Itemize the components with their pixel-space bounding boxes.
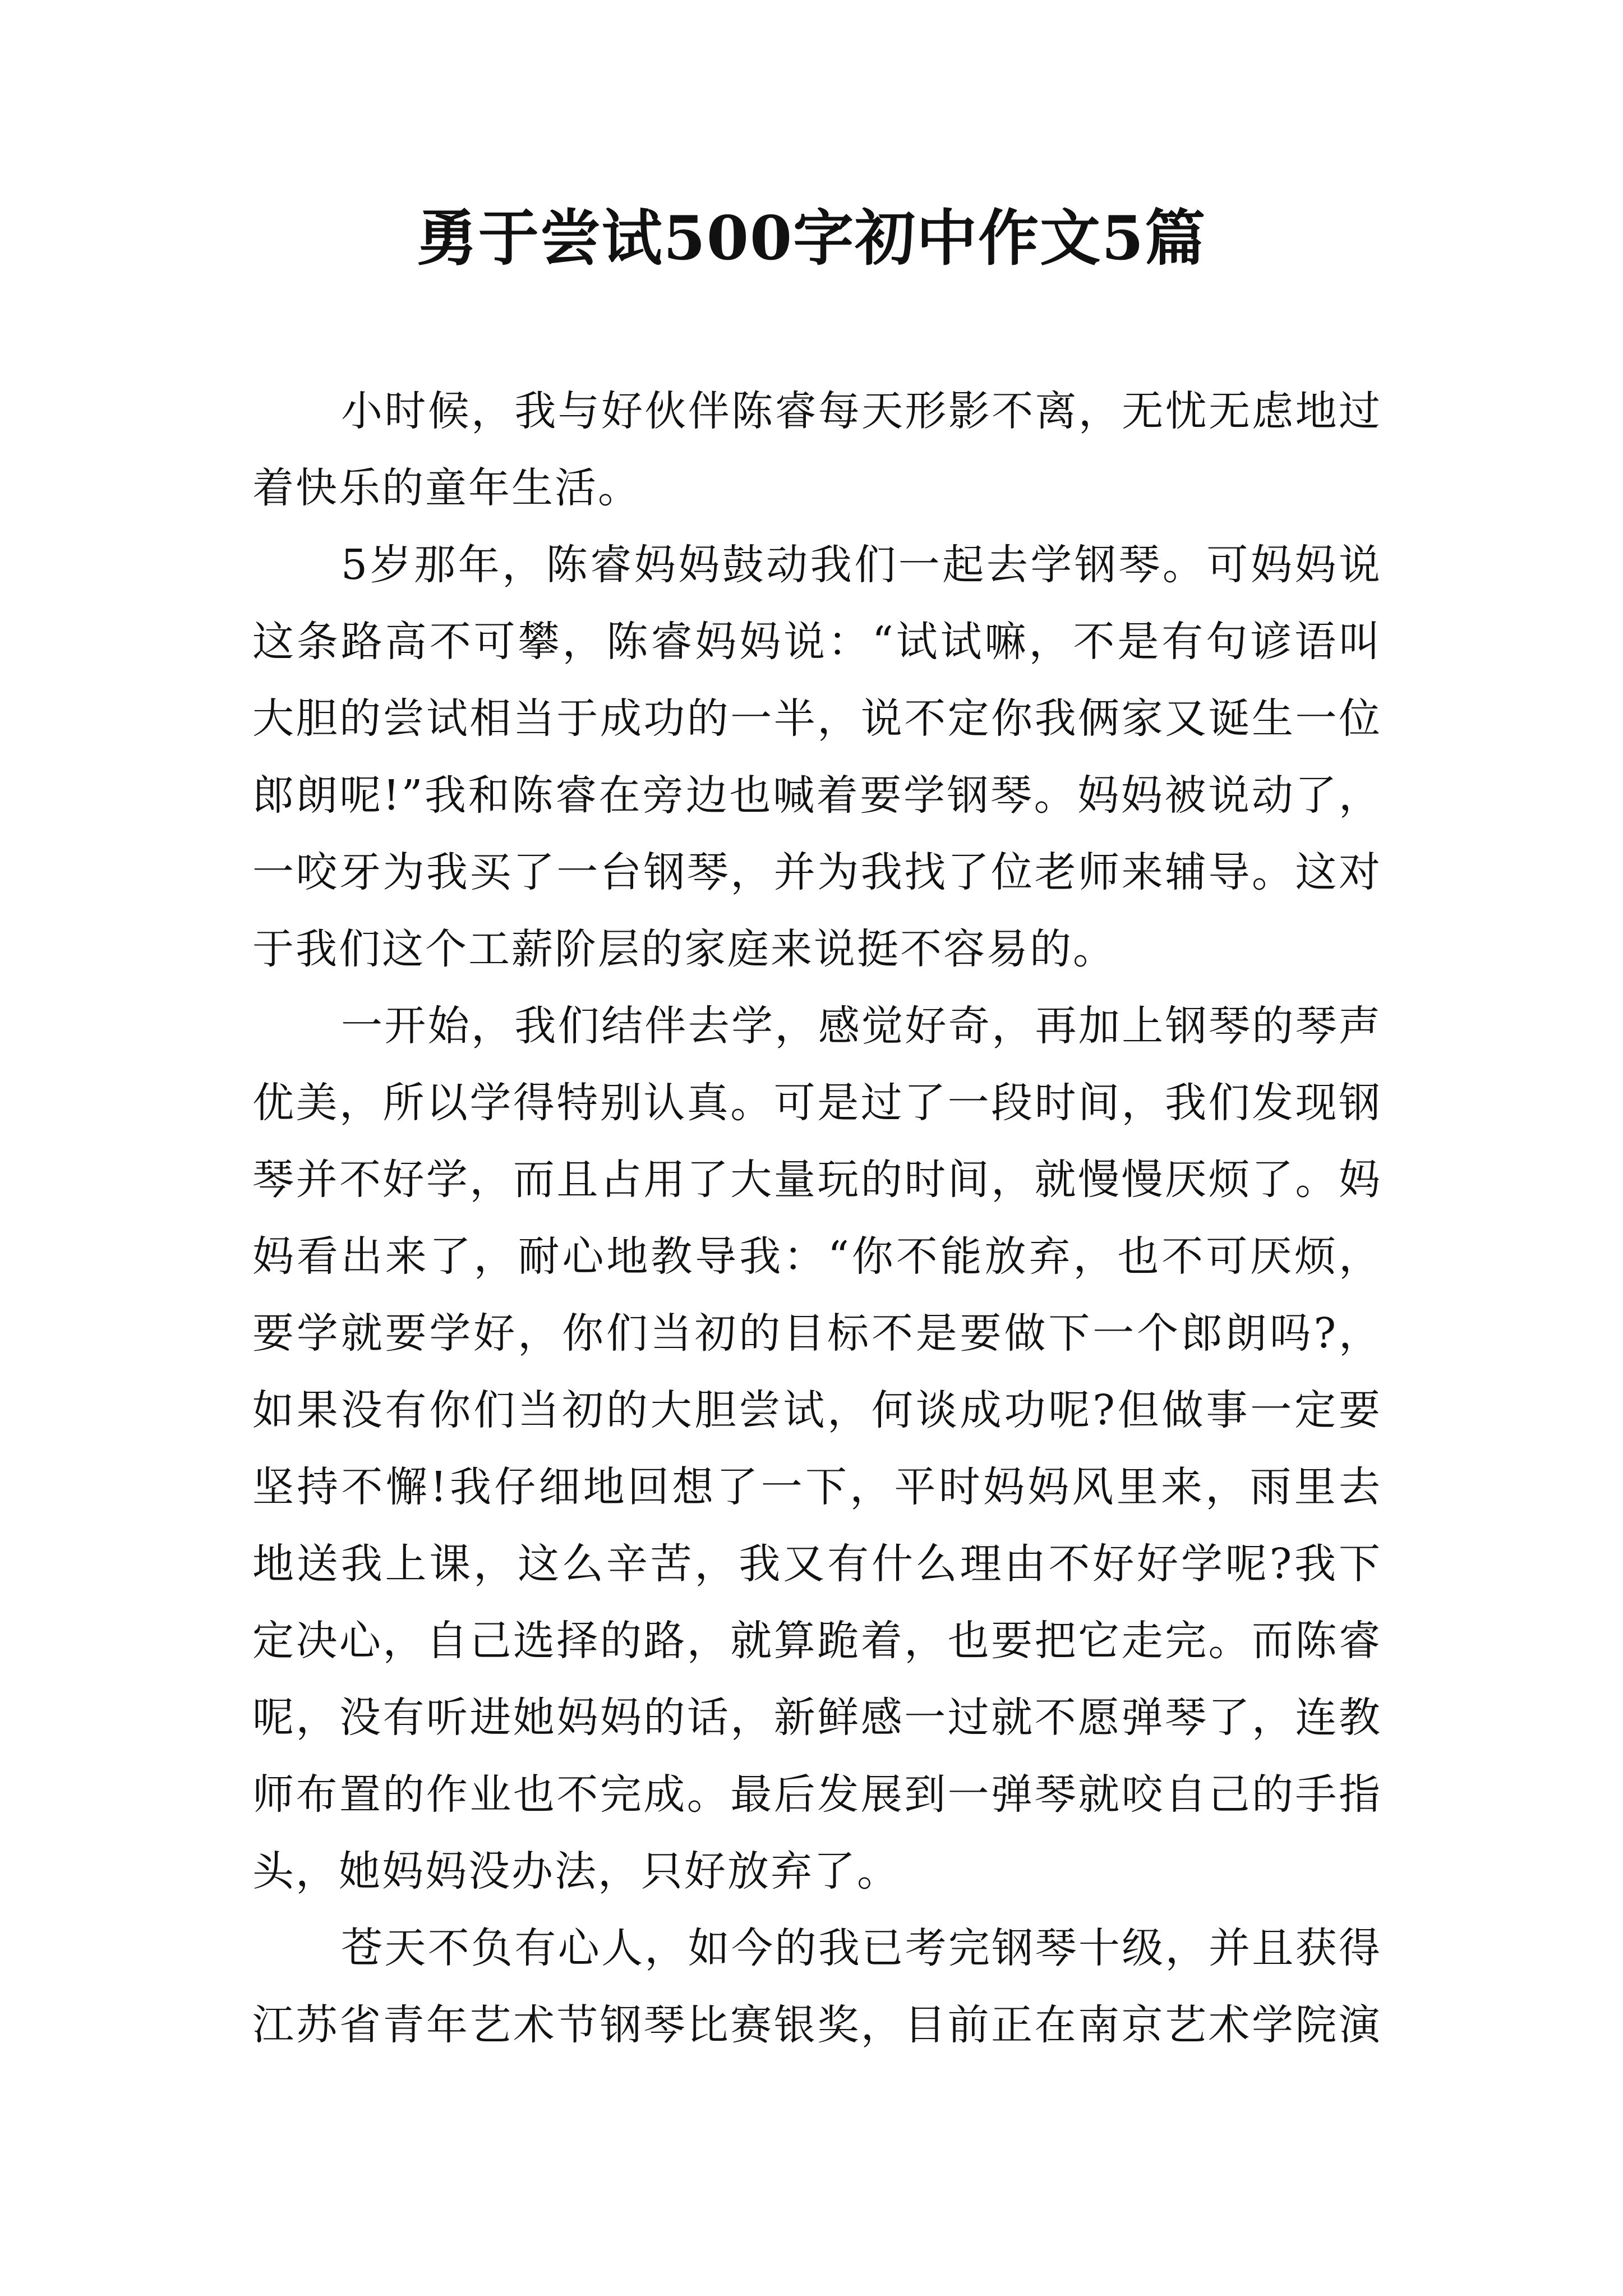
text-line: 定决心，自己选择的路，就算跪着，也要把它走完。而陈睿: [252, 1617, 1382, 1665]
text-line: 一开始，我们结伴去学，感觉好奇，再加上钢琴的琴声: [341, 1002, 1382, 1050]
text-line: 琴并不好学，而且占用了大量玩的时间，就慢慢厌烦了。妈: [252, 1156, 1382, 1204]
text-line: 郎朗呢!”我和陈睿在旁边也喊着要学钢琴。妈妈被说动了，: [252, 771, 1382, 820]
text-line: 妈看出来了，耐心地教导我：“你不能放弃，也不可厌烦，: [252, 1232, 1382, 1281]
text-line: 大胆的尝试相当于成功的一半，说不定你我俩家又诞生一位: [252, 694, 1382, 743]
text-line: 头，她妈妈没办法，只好放弃了。: [252, 1847, 900, 1895]
text-line: 江苏省青年艺术节钢琴比赛银奖，目前正在南京艺术学院演: [252, 2001, 1382, 2049]
paragraph-1: [252, 373, 1382, 527]
text-line: 优美，所以学得特别认真。可是过了一段时间，我们发现钢: [252, 1079, 1382, 1127]
document-body: [252, 373, 1382, 2064]
text-line: 要学就要学好，你们当初的目标不是要做下一个郎朗吗?，: [252, 1309, 1382, 1358]
text-line: 地送我上课，这么辛苦，我又有什么理由不好好学呢?我下: [252, 1540, 1382, 1588]
text-line: 坚持不懈!我仔细地回想了一下，平时妈妈风里来，雨里去: [252, 1463, 1382, 1511]
text-line: 师布置的作业也不完成。最后发展到一弹琴就咬自己的手指: [252, 1770, 1382, 1819]
document-title: 勇于尝试500字初中作文5篇: [416, 203, 1207, 274]
text-line: 小时候，我与好伙伴陈睿每天形影不离，无忧无虑地过: [341, 387, 1382, 435]
text-line: 如果没有你们当初的大胆尝试，何谈成功呢?但做事一定要: [252, 1386, 1382, 1434]
text-line: 苍天不负有心人，如今的我已考完钢琴十级，并且获得: [341, 1924, 1382, 1972]
text-line: 于我们这个工薪阶层的家庭来说挺不容易的。: [252, 925, 1116, 973]
paragraph-3: [252, 988, 1382, 1910]
text-line: 着快乐的童年生活。: [252, 464, 641, 512]
text-line: 5岁那年，陈睿妈妈鼓动我们一起去学钢琴。可妈妈说: [341, 541, 1382, 589]
text-line: 呢，没有听进她妈妈的话，新鲜感一过就不愿弹琴了，连教: [252, 1694, 1382, 1742]
paragraph-4: [252, 1910, 1382, 2064]
text-line: 这条路高不可攀，陈睿妈妈说：“试试嘛，不是有句谚语叫: [252, 618, 1382, 666]
paragraph-2: [252, 527, 1382, 988]
text-line: 一咬牙为我买了一台钢琴，并为我找了位老师来辅导。这对: [252, 848, 1382, 896]
